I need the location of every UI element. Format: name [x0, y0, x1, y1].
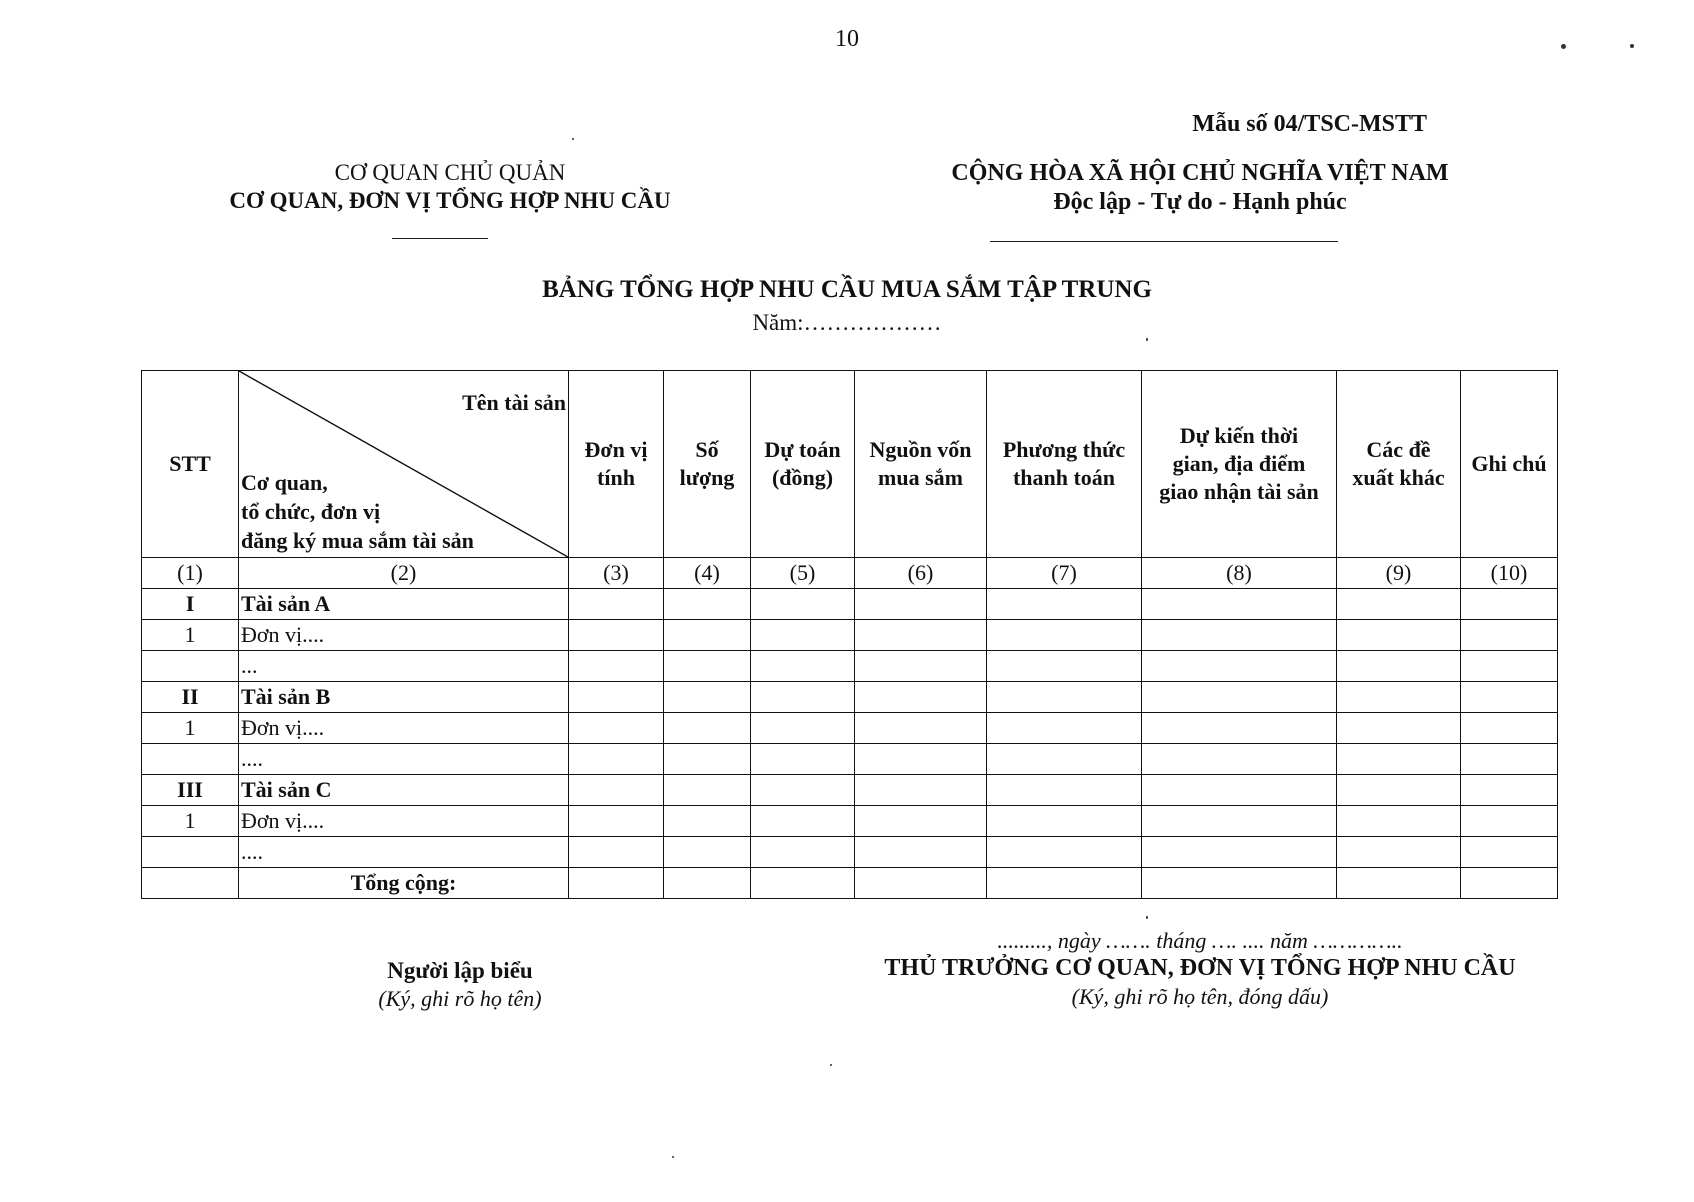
header-payment-method — [987, 371, 1142, 558]
table-cell — [1142, 589, 1337, 620]
table-cell — [751, 682, 855, 713]
motto-underline — [990, 241, 1338, 242]
header-funding-line2: mua sắm — [878, 465, 963, 490]
table-cell — [569, 620, 664, 651]
scan-speck — [672, 1156, 674, 1158]
head-note: (Ký, ghi rõ họ tên, đóng dấu) — [1071, 984, 1329, 1009]
scan-speck — [572, 138, 574, 140]
column-number: (7) — [987, 558, 1142, 589]
table-row — [142, 806, 1558, 837]
table-cell — [855, 620, 987, 651]
table-row — [142, 775, 1558, 806]
column-number-row — [142, 558, 1558, 589]
table-cell — [569, 744, 664, 775]
header-estimate-line2: (đồng) — [771, 465, 834, 490]
scan-speck — [1146, 338, 1148, 341]
table-cell — [1337, 713, 1461, 744]
table-row — [142, 589, 1558, 620]
column-number: (8) — [1142, 558, 1337, 589]
column-number: (6) — [855, 558, 987, 589]
table-cell — [987, 651, 1142, 682]
row-name: Tài sản C — [239, 775, 569, 806]
header-delivery-line1: Dự kiến thời — [1179, 423, 1299, 448]
row-name: ... — [239, 651, 569, 682]
column-number: (5) — [751, 558, 855, 589]
table-cell — [751, 837, 855, 868]
table-cell — [1142, 806, 1337, 837]
total-stt-cell — [142, 868, 239, 899]
table-cell — [987, 682, 1142, 713]
header-estimate — [751, 371, 855, 558]
scan-speck — [830, 1064, 832, 1066]
preparer-signature-block — [250, 958, 670, 1012]
row-stt: 1 — [142, 806, 239, 837]
table-cell — [1337, 682, 1461, 713]
header-estimate-line1: Dự toán — [764, 437, 841, 462]
column-number: (1) — [142, 558, 239, 589]
row-stt — [142, 837, 239, 868]
table-cell — [1337, 775, 1461, 806]
form-code: Mẫu số 04/TSC-MSTT — [1192, 111, 1427, 137]
table-cell — [1461, 744, 1558, 775]
table-cell — [987, 775, 1142, 806]
national-motto: Độc lập - Tự do - Hạnh phúc — [1053, 189, 1347, 215]
row-stt: 1 — [142, 620, 239, 651]
table-cell — [751, 651, 855, 682]
parent-agency-label: CƠ QUAN CHỦ QUẢN — [334, 160, 566, 185]
table-cell — [664, 620, 751, 651]
table-cell — [855, 682, 987, 713]
table-cell — [569, 806, 664, 837]
scan-speck — [1561, 44, 1566, 49]
column-number: (2) — [239, 558, 569, 589]
table-cell — [1142, 620, 1337, 651]
header-unit-line1: Đơn vị — [584, 437, 648, 462]
page-number: 10 — [835, 26, 859, 52]
row-stt — [142, 744, 239, 775]
table-cell — [569, 837, 664, 868]
table-header-row — [142, 371, 1558, 558]
header-note: Ghi chú — [1461, 371, 1558, 558]
row-stt: II — [142, 682, 239, 713]
column-number: (10) — [1461, 558, 1558, 589]
table-cell — [664, 682, 751, 713]
row-name: Tài sản A — [239, 589, 569, 620]
table-cell — [987, 806, 1142, 837]
summarizing-agency-label: CƠ QUAN, ĐƠN VỊ TỔNG HỢP NHU CẦU — [229, 188, 671, 213]
table-cell — [1142, 682, 1337, 713]
table-row — [142, 744, 1558, 775]
table-cell — [1461, 806, 1558, 837]
total-cell — [751, 868, 855, 899]
table-cell — [1461, 713, 1558, 744]
table-cell — [855, 589, 987, 620]
table-cell — [1142, 651, 1337, 682]
header-other-proposals — [1337, 371, 1461, 558]
table-cell — [569, 589, 664, 620]
column-number: (9) — [1337, 558, 1461, 589]
total-cell — [987, 868, 1142, 899]
scan-speck — [1146, 916, 1148, 919]
row-stt: 1 — [142, 713, 239, 744]
row-stt: I — [142, 589, 239, 620]
table-cell — [664, 837, 751, 868]
table-cell — [1461, 775, 1558, 806]
table-cell — [569, 682, 664, 713]
country-name: CỘNG HÒA XÃ HỘI CHỦ NGHĨA VIỆT NAM — [951, 160, 1449, 186]
table-row — [142, 620, 1558, 651]
header-registering-unit-line3: đăng ký mua sắm tài sản — [241, 528, 474, 553]
table-cell — [1461, 620, 1558, 651]
total-row — [142, 868, 1558, 899]
row-name: Đơn vị.... — [239, 806, 569, 837]
document-title: BẢNG TỔNG HỢP NHU CẦU MUA SẮM TẬP TRUNG — [542, 276, 1152, 303]
table-cell — [1337, 651, 1461, 682]
header-delivery-line3: giao nhận tài sản — [1159, 479, 1319, 504]
header-quantity-line1: Số — [695, 437, 719, 462]
table-cell — [569, 713, 664, 744]
column-number: (4) — [664, 558, 751, 589]
total-cell — [664, 868, 751, 899]
table-cell — [987, 589, 1142, 620]
table-cell — [664, 744, 751, 775]
row-name: .... — [239, 744, 569, 775]
header-delivery-plan — [1142, 371, 1337, 558]
table-cell — [751, 620, 855, 651]
table-cell — [751, 744, 855, 775]
year-line: Năm:……………… — [752, 310, 942, 335]
header-funding-line1: Nguồn vốn — [869, 437, 972, 462]
header-quantity-line2: lượng — [679, 465, 735, 490]
total-cell — [1461, 868, 1558, 899]
table-cell — [569, 775, 664, 806]
header-unit-line2: tính — [597, 465, 635, 490]
agency-underline — [392, 238, 488, 239]
row-stt: III — [142, 775, 239, 806]
table-cell — [1142, 713, 1337, 744]
date-line: ........., ngày ……. tháng …. .... năm ………….. — [997, 928, 1403, 953]
head-signature-block — [760, 955, 1640, 1010]
header-registering-unit-line1: Cơ quan, — [241, 470, 328, 495]
table-cell — [664, 713, 751, 744]
header-diagonal-cell — [239, 371, 569, 558]
header-delivery-line2: gian, địa điểm — [1172, 451, 1306, 476]
table-cell — [855, 744, 987, 775]
table-cell — [1142, 744, 1337, 775]
table-cell — [664, 651, 751, 682]
table-cell — [855, 713, 987, 744]
table-cell — [855, 837, 987, 868]
table-cell — [664, 775, 751, 806]
header-registering-unit-line2: tổ chức, đơn vị — [241, 499, 381, 524]
header-asset-name: Tên tài sản — [462, 390, 566, 415]
table-cell — [751, 806, 855, 837]
demand-summary-table — [141, 370, 1558, 899]
header-other-line1: Các đề — [1366, 437, 1431, 462]
total-label: Tổng cộng: — [239, 868, 569, 899]
table-cell — [1142, 775, 1337, 806]
table-cell — [1337, 744, 1461, 775]
header-registering-unit — [241, 468, 474, 555]
table-cell — [987, 837, 1142, 868]
total-cell — [569, 868, 664, 899]
total-cell — [855, 868, 987, 899]
total-cell — [1142, 868, 1337, 899]
table-cell — [1142, 837, 1337, 868]
row-name: Tài sản B — [239, 682, 569, 713]
row-name: .... — [239, 837, 569, 868]
table-row — [142, 651, 1558, 682]
table-cell — [1461, 837, 1558, 868]
table-cell — [1337, 806, 1461, 837]
table-cell — [987, 744, 1142, 775]
row-name: Đơn vị.... — [239, 713, 569, 744]
table-cell — [1461, 682, 1558, 713]
preparer-title: Người lập biểu — [387, 958, 533, 983]
table-cell — [751, 713, 855, 744]
head-title: THỦ TRƯỞNG CƠ QUAN, ĐƠN VỊ TỔNG HỢP NHU CẦU — [884, 955, 1516, 981]
table-cell — [1337, 620, 1461, 651]
agency-header — [150, 160, 750, 214]
header-other-line2: xuất khác — [1352, 465, 1445, 490]
scan-speck — [1630, 44, 1634, 48]
row-stt — [142, 651, 239, 682]
preparer-note: (Ký, ghi rõ họ tên) — [378, 986, 542, 1011]
table-cell — [664, 806, 751, 837]
table-cell — [664, 589, 751, 620]
table-row — [142, 713, 1558, 744]
header-quantity — [664, 371, 751, 558]
table-cell — [987, 713, 1142, 744]
header-payment-line1: Phương thức — [1002, 437, 1126, 462]
header-unit — [569, 371, 664, 558]
header-payment-line2: thanh toán — [1012, 465, 1116, 490]
table-row — [142, 837, 1558, 868]
table-cell — [751, 775, 855, 806]
total-cell — [1337, 868, 1461, 899]
table-cell — [1337, 837, 1461, 868]
table-cell — [855, 775, 987, 806]
table-cell — [1461, 651, 1558, 682]
header-funding-source — [855, 371, 987, 558]
table-cell — [1461, 589, 1558, 620]
table-row — [142, 682, 1558, 713]
table-body — [142, 589, 1558, 868]
table-cell — [855, 806, 987, 837]
header-stt: STT — [142, 371, 239, 558]
table-cell — [855, 651, 987, 682]
row-name: Đơn vị.... — [239, 620, 569, 651]
table-cell — [751, 589, 855, 620]
table-cell — [569, 651, 664, 682]
national-header — [840, 160, 1560, 216]
column-number: (3) — [569, 558, 664, 589]
table-cell — [987, 620, 1142, 651]
table-cell — [1337, 589, 1461, 620]
